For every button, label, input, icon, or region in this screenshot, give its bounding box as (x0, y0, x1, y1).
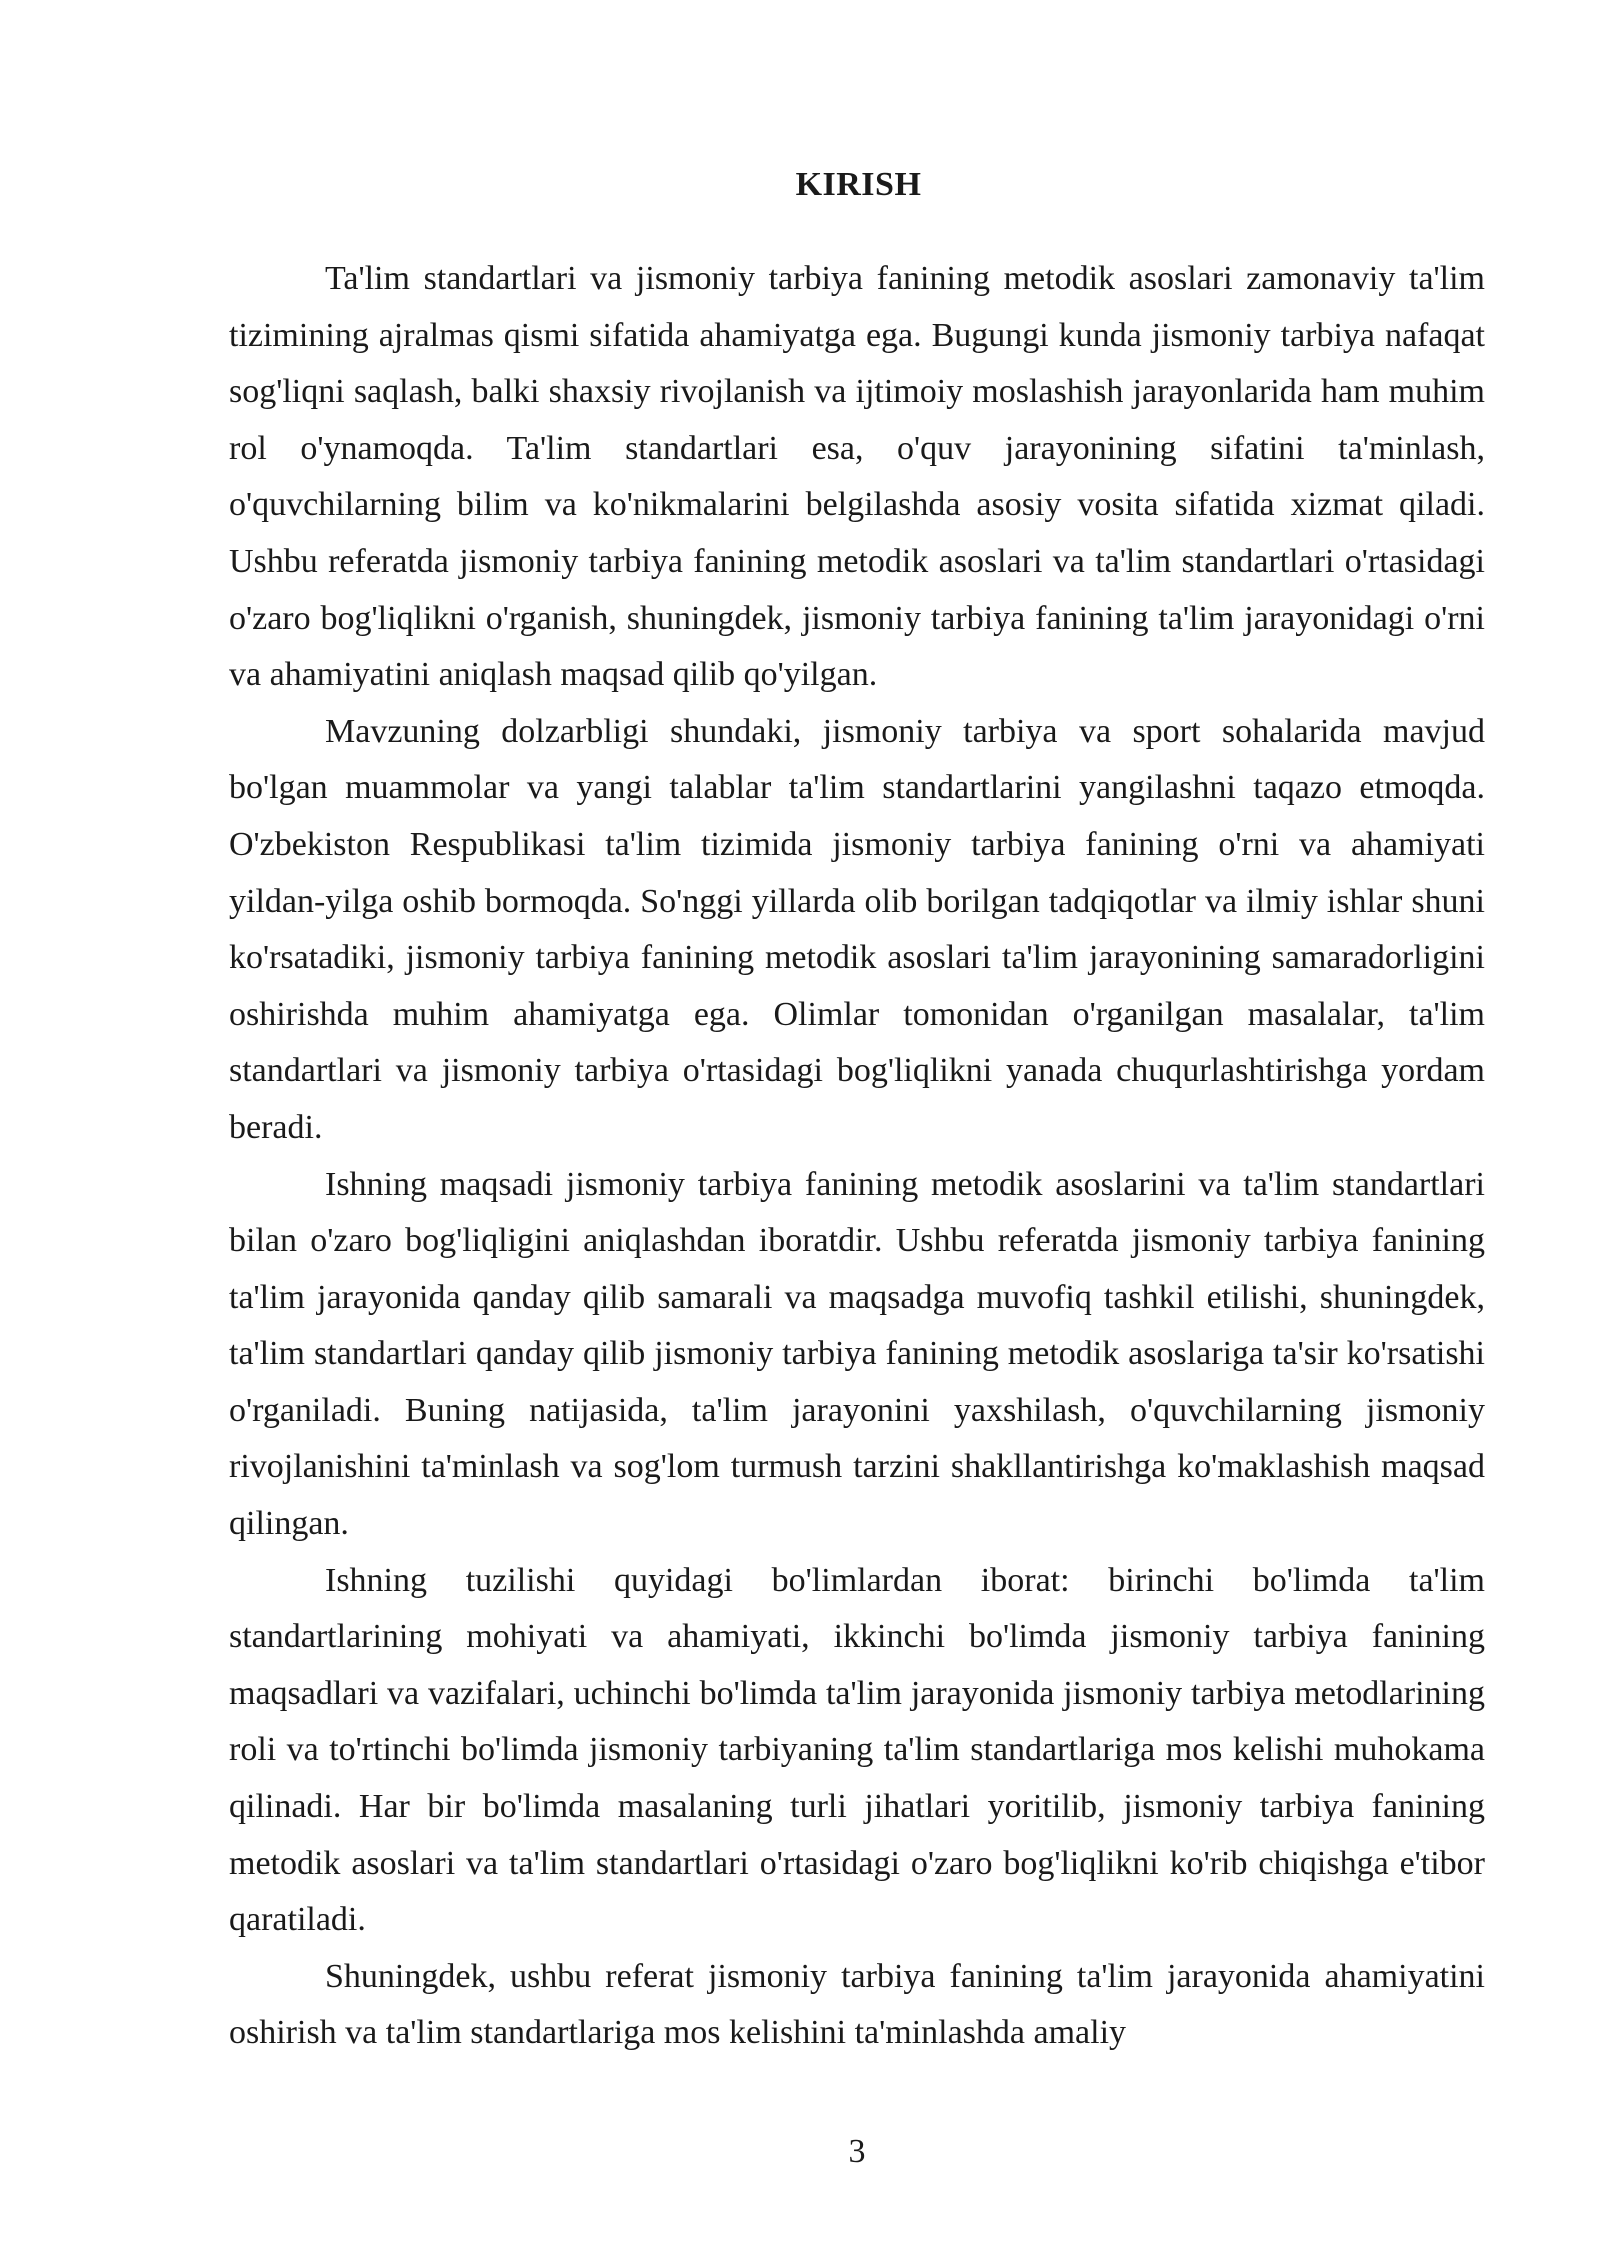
paragraph-2: Mavzuning dolzarbligi shundaki, jismoniy tarbiya va sport sohalarida mavjud bo'lgan muammolar va yangi talablar ta'lim standartlarini yangilashni taqazo etmoqda. O'zbekiston Respublikasi ta'lim tizimida jismoniy tarbiya fanining o'rni va ahamiyati yildan-yilga oshib bormoqda. So'nggi yillarda olib borilgan tadqiqotlar va ilmiy ishlar shuni ko'rsatadiki, jismoniy tarbiya fanining metodik asoslari ta'lim jarayonining samaradorligini oshirishda muhim ahamiyatga ega. Olimlar tomonidan o'rganilgan masalalar, ta'lim standartlari va jismoniy tarbiya o'rtasidagi bog'liqlikni yanada chuqurlashtirishga yordam beradi. (229, 712, 1485, 1146)
paragraph-4: Ishning tuzilishi quyidagi bo'limlardan iborat: birinchi bo'limda ta'lim standartlarining mohiyati va ahamiyati, ikkinchi bo'limda jismoniy tarbiya fanining maqsadlari va vazifalari, uchinchi bo'limda ta'lim jarayonida jismoniy tarbiya metodlarining roli va to'rtinchi bo'limda jismoniy tarbiyaning ta'lim standartlariga mos kelishi muhokama qilinadi. Har bir bo'limda masalaning turli jihatlari yoritilib, jismoniy tarbiya fanining metodik asoslari va ta'lim standartlari o'rtasidagi o'zaro bog'liqlikni ko'rib chiqishga e'tibor qaratiladi. (229, 1561, 1485, 1939)
section-heading: KIRISH (795, 166, 922, 203)
paragraph-5: Shuningdek, ushbu referat jismoniy tarbiya fanining ta'lim jarayonida ahamiyatini oshirish va ta'lim standartlariga mos kelishini ta'minlashda amaliy (229, 1957, 1485, 2052)
body-text (229, 251, 1485, 2062)
page-number: 3 (848, 2133, 866, 2170)
paragraph-1: Ta'lim standartlari va jismoniy tarbiya fanining metodik asoslari zamonaviy ta'lim tizimining ajralmas qismi sifatida ahamiyatga ega. Bugungi kunda jismoniy tarbiya nafaqat sog'liqni saqlash, balki shaxsiy rivojlanish va ijtimoiy moslashish jarayonlarida ham muhim rol o'ynamoqda. Ta'lim standartlari esa, o'quv jarayonining sifatini ta'minlash, o'quvchilarning bilim va ko'nikmalarini belgilashda asosiy vosita sifatida xizmat qiladi. Ushbu referatda jismoniy tarbiya fanining metodik asoslari va ta'lim standartlari o'rtasidagi o'zaro bog'liqlikni o'rganish, shuningdek, jismoniy tarbiya fanining ta'lim jarayonidagi o'rni va ahamiyatini aniqlash maqsad qilib qo'yilgan. (229, 260, 1485, 694)
paragraph-3: Ishning maqsadi jismoniy tarbiya fanining metodik asoslarini va ta'lim standartlari bilan o'zaro bog'liqligini aniqlashdan iboratdir. Ushbu referatda jismoniy tarbiya fanining ta'lim jarayonida qanday qilib samarali va maqsadga muvofiq tashkil etilishi, shuningdek, ta'lim standartlari qanday qilib jismoniy tarbiya fanining metodik asoslariga ta'sir ko'rsatishi o'rganiladi. Buning natijasida, ta'lim jarayonini yaxshilash, o'quvchilarning jismoniy rivojlanishini ta'minlash va sog'lom turmush tarzini shakllantirishga ko'maklashish maqsad qilingan. (229, 1165, 1485, 1543)
